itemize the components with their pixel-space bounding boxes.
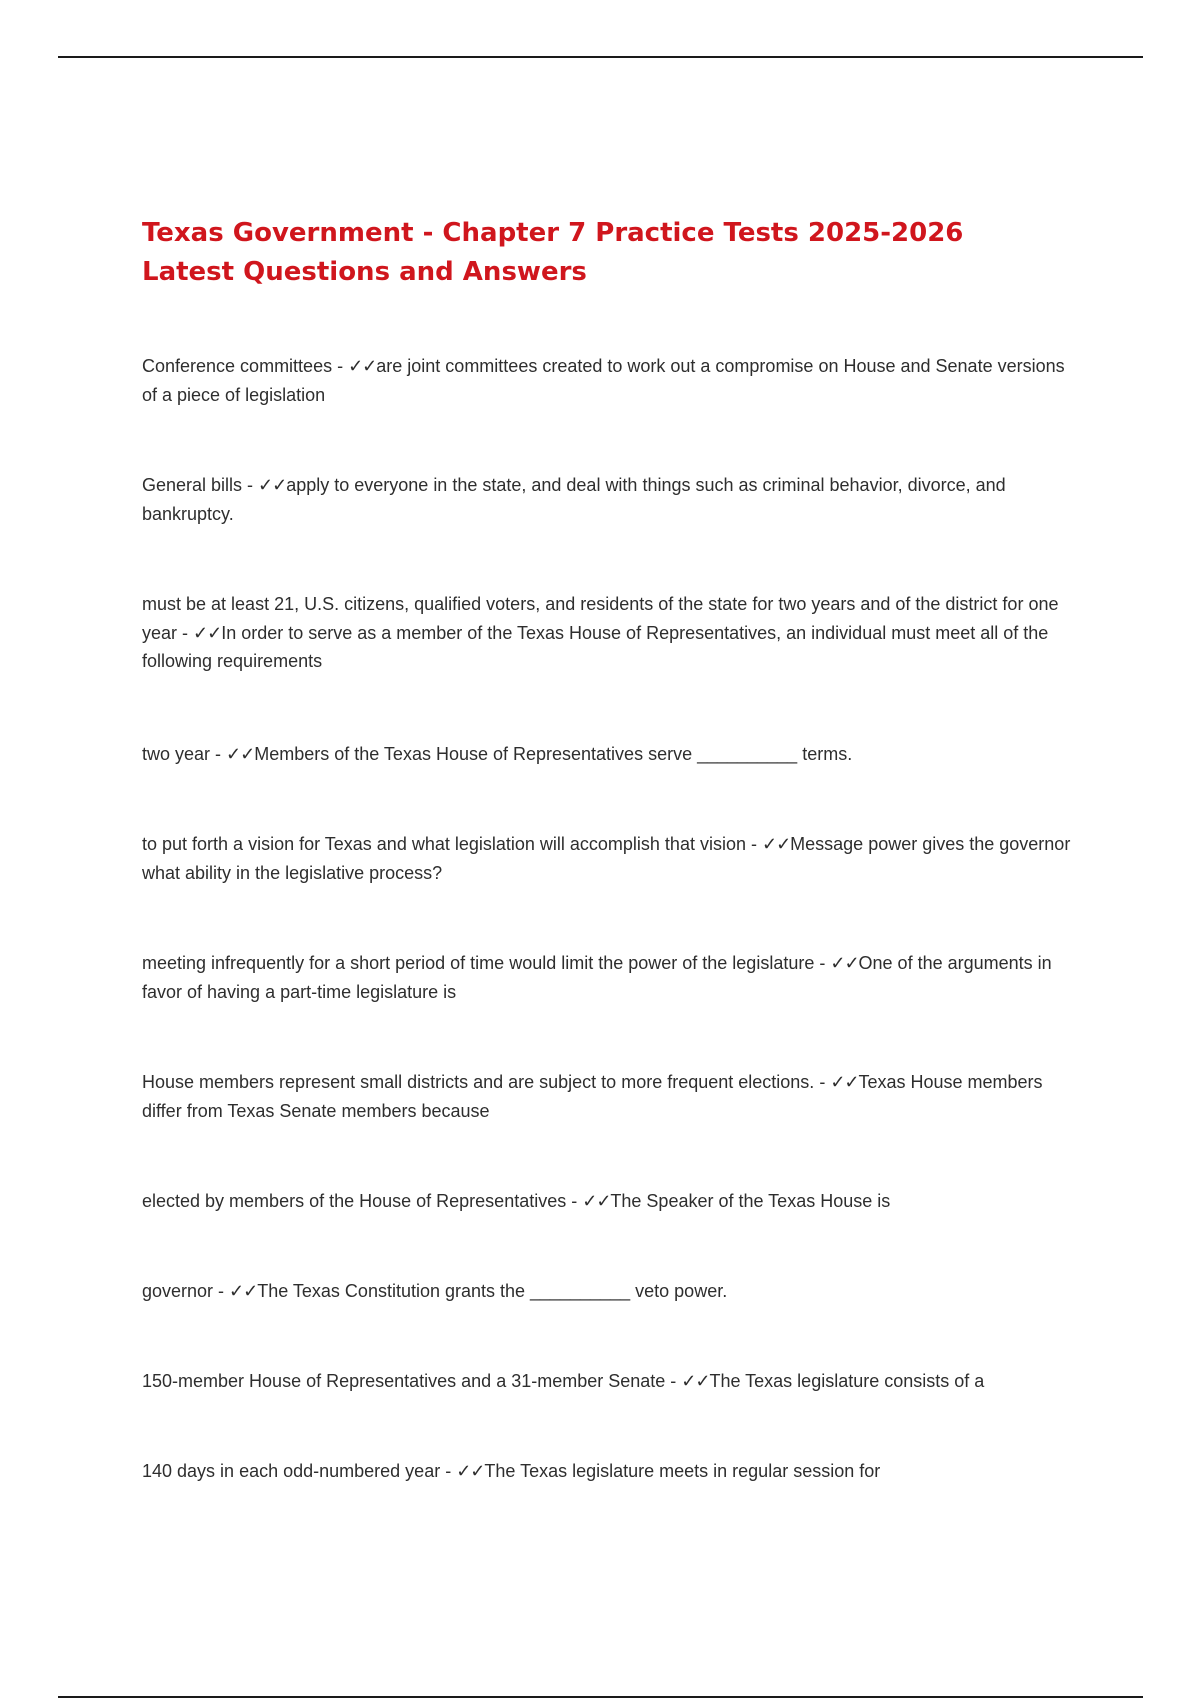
qa-question: The Speaker of the Texas House is (610, 1191, 891, 1211)
qa-item (142, 1367, 1072, 1457)
qa-answer: 150-member House of Representatives and a 31-member Senate (142, 1371, 666, 1391)
qa-answer: 140 days in each odd-numbered year (142, 1461, 441, 1481)
qa-answer: Conference committees (142, 356, 333, 376)
qa-item (142, 352, 1072, 471)
qa-separator: - (566, 1191, 583, 1211)
title-line-1: Texas Government - Chapter 7 Practice Tests 2025-2026 (142, 218, 964, 248)
qa-question: The Texas legislature meets in regular session for (484, 1461, 881, 1481)
checkmark-icon: ✓✓ (258, 475, 287, 495)
qa-item (142, 740, 1072, 830)
checkmark-icon: ✓✓ (348, 356, 377, 376)
checkmark-icon: ✓✓ (226, 744, 255, 764)
qa-separator: - (440, 1461, 457, 1481)
checkmark-icon: ✓✓ (456, 1461, 485, 1481)
qa-separator: - (177, 622, 194, 643)
qa-question: Message power gives the governor what ability in the legislative process? (142, 834, 1071, 883)
qa-answer: to put forth a vision for Texas and what legislation will accomplish that vision (142, 834, 746, 854)
qa-separator: - (213, 1281, 230, 1301)
checkmark-icon: ✓✓ (681, 1371, 710, 1391)
qa-answer: meeting infrequently for a short period of time would limit the power of the legislature (142, 953, 815, 973)
bottom-rule (58, 1696, 1143, 1698)
qa-question: are joint committees created to work out a compromise on House and Senate versions of a piece of legislation (142, 356, 1065, 405)
qa-question: The Texas legislature consists of a (709, 1371, 985, 1391)
qa-question: The Texas Constitution grants the __________ veto power. (257, 1281, 728, 1301)
qa-question: Texas House members differ from Texas Senate members because (142, 1072, 1043, 1121)
qa-separator: - (745, 834, 762, 854)
qa-list (142, 352, 1072, 1547)
qa-item (142, 1068, 1072, 1187)
qa-item (142, 949, 1072, 1068)
checkmark-icon: ✓✓ (830, 953, 859, 973)
qa-separator: - (332, 356, 349, 376)
qa-separator: - (210, 744, 227, 764)
qa-separator: - (814, 953, 831, 973)
qa-separator: - (665, 1371, 682, 1391)
qa-item (142, 1457, 1072, 1547)
title-line-2: Latest Questions and Answers (142, 257, 587, 287)
document-title (142, 214, 1082, 292)
qa-item (142, 830, 1072, 949)
qa-answer: must be at least 21, U.S. citizens, qualified voters, and residents of the state for two years and of the district for one year (142, 594, 1059, 643)
qa-answer: House members represent small districts and are subject to more frequent elections. (142, 1072, 815, 1092)
checkmark-icon: ✓✓ (229, 1281, 258, 1301)
qa-separator: - (814, 1072, 831, 1092)
qa-answer: governor (142, 1281, 214, 1301)
checkmark-icon: ✓✓ (582, 1191, 611, 1211)
checkmark-icon: ✓✓ (761, 834, 791, 854)
qa-answer: General bills (142, 475, 243, 495)
qa-question: In order to serve as a member of the Texas House of Representatives, an individual must meet all of the following requirements (142, 622, 1049, 671)
qa-separator: - (242, 475, 259, 495)
qa-answer: elected by members of the House of Representatives (142, 1191, 567, 1211)
checkmark-icon: ✓✓ (193, 622, 222, 643)
top-rule (58, 56, 1143, 58)
qa-item (142, 471, 1072, 590)
qa-item (142, 590, 1072, 740)
qa-question: apply to everyone in the state, and deal with things such as criminal behavior, divorce, and bankruptcy. (142, 475, 1006, 524)
qa-answer: two year (142, 744, 211, 764)
qa-question: One of the arguments in favor of having a part-time legislature is (142, 953, 1052, 1002)
qa-item (142, 1187, 1072, 1277)
qa-item (142, 1277, 1072, 1367)
checkmark-icon: ✓✓ (830, 1072, 859, 1092)
qa-question: Members of the Texas House of Representatives serve __________ terms. (254, 744, 853, 764)
